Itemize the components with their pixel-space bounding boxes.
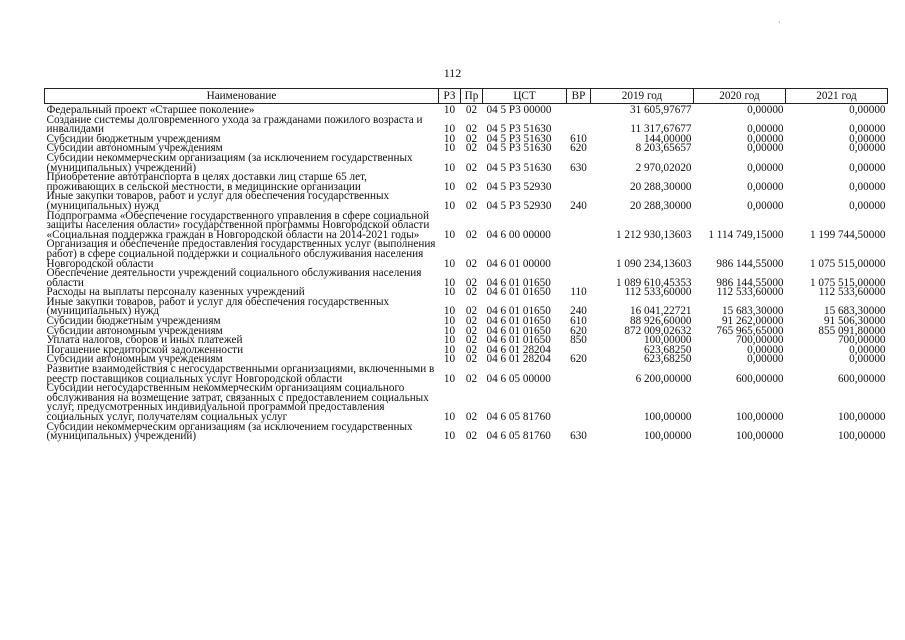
cell-vr: 630: [570, 430, 587, 443]
cell-2020: 91 262,00000: [721, 315, 784, 328]
column-header-2021: 2021 год: [786, 89, 888, 104]
cell-2020: 0,00000: [747, 142, 784, 155]
cell-vr: 620: [570, 142, 587, 155]
cell-pr: 02: [465, 286, 478, 299]
cell-2021: 1 075 515,00000: [809, 276, 886, 289]
cell-name: Субсидии бюджетным учреждениям: [46, 132, 221, 145]
cell-rz: 10: [443, 257, 456, 270]
margin-mark: ·: [778, 18, 781, 27]
cell-2019: 1 090 234,13603: [615, 257, 692, 270]
cell-cst: 04 6 01 28204: [486, 353, 551, 366]
cell-pr: 02: [465, 132, 478, 145]
cell-2021: 91 506,30000: [823, 315, 886, 328]
cell-vr: 620: [570, 353, 587, 366]
cell-name: Создание системы долговременного ухода за гражданами пожилого возраста и инвалидами: [46, 113, 423, 136]
cell-pr: 02: [465, 305, 478, 318]
cell-rz: 10: [443, 228, 456, 241]
table-row: [45, 116, 888, 135]
table-row: [45, 192, 888, 211]
cell-2019: 100,00000: [643, 411, 692, 423]
cell-name: Приобретение автотранспорта в целях доставки лиц старше 65 лет, проживающих в сельской местности, в медицинские организации: [46, 171, 367, 193]
cell-2021: 700,00000: [837, 334, 886, 347]
cell-rz: 10: [443, 343, 456, 356]
cell-rz: 10: [443, 276, 456, 289]
cell-2020: 0,00000: [747, 180, 784, 193]
page-number: 112: [443, 66, 462, 80]
cell-2019: 31 605,97677: [629, 104, 692, 116]
cell-2020: 0,00000: [747, 199, 784, 212]
cell-cst: 04 6 01 00000: [486, 257, 551, 270]
cell-name: Федеральный проект «Старшее поколение»: [46, 104, 255, 116]
cell-pr: 02: [465, 324, 478, 337]
cell-name: Субсидии некоммерческим организациям (за исключением государственных (муниципальных) учреждений): [46, 420, 413, 443]
cell-cst: 04 5 P3 51630: [486, 132, 552, 145]
cell-2021: 0,00000: [849, 132, 886, 145]
cell-rz: 10: [443, 104, 456, 116]
cell-cst: 04 6 01 01650: [486, 324, 551, 337]
cell-2020: 0,00000: [747, 161, 784, 174]
cell-cst: 04 5 P3 00000: [486, 104, 552, 116]
cell-pr: 02: [465, 343, 478, 356]
cell-2021: 0,00000: [849, 180, 886, 193]
cell-vr: [567, 212, 591, 241]
table-row: [45, 240, 888, 269]
cell-2019: 20 288,30000: [629, 180, 692, 193]
cell-cst: 04 5 P3 52930: [486, 180, 552, 193]
cell-cst: 04 6 01 01650: [486, 334, 551, 347]
cell-cst: 04 6 00 00000: [486, 228, 551, 241]
cell-2021: 1 199 744,50000: [809, 228, 886, 241]
cell-2021: 0,00000: [849, 104, 886, 116]
cell-2019: 1 089 610,45353: [615, 276, 692, 289]
cell-pr: 02: [465, 104, 478, 116]
cell-2019: 20 288,30000: [629, 199, 692, 212]
cell-cst: 04 5 P3 51630: [486, 123, 552, 136]
cell-2020: 0,00000: [747, 123, 784, 136]
cell-rz: 10: [443, 123, 456, 136]
cell-2019: 16 041,22721: [629, 305, 692, 318]
cell-pr: 02: [465, 257, 478, 270]
cell-pr: 02: [465, 161, 478, 174]
cell-2019: 8 203,65657: [635, 142, 692, 155]
cell-cst: 04 6 01 01650: [486, 305, 551, 318]
cell-2021: 0,00000: [849, 123, 886, 136]
cell-vr: [567, 384, 591, 422]
table-row: [45, 423, 888, 442]
cell-2021: 100,00000: [837, 430, 886, 443]
table-row: [45, 212, 888, 241]
cell-2020: 600,00000: [735, 372, 784, 385]
cell-rz: 10: [443, 372, 456, 385]
cell-rz: 10: [443, 180, 456, 193]
column-header-name: Наименование: [45, 89, 439, 104]
cell-vr: [567, 365, 591, 384]
cell-2021: 0,00000: [849, 343, 886, 356]
cell-pr: 02: [465, 334, 478, 347]
cell-name: Обеспечение деятельности учреждений социального обслуживания населения области: [46, 267, 422, 289]
cell-name: Субсидии автономным учреждениям: [46, 324, 223, 337]
cell-vr: [567, 173, 591, 192]
cell-cst: 04 6 05 81760: [486, 430, 551, 443]
cell-rz: 10: [443, 324, 456, 337]
cell-pr: 02: [465, 180, 478, 193]
cell-name: Субсидии автономным учреждениям: [46, 142, 223, 155]
cell-rz: 10: [443, 430, 456, 443]
cell-2019: 1 212 930,13603: [615, 228, 692, 241]
cell-2019: 872 009,02632: [624, 324, 692, 337]
cell-name: Субсидии негосударственным некоммерческим организациям социального обслуживания на возмещение затрат, связанных с предоставлением социальных услуг, предусмотренных индивидуальной программой предоставления социальных услуг, получателям социальных услуг: [46, 382, 429, 423]
column-header-2019: 2019 год: [591, 89, 694, 104]
cell-vr: 110: [570, 286, 587, 299]
cell-pr: 02: [465, 276, 478, 289]
cell-rz: 10: [443, 353, 456, 366]
cell-vr: 610: [570, 315, 587, 328]
cell-cst: 04 5 P3 51630: [486, 142, 552, 155]
cell-cst: 04 5 P3 51630: [486, 161, 552, 174]
cell-2020: 0,00000: [747, 343, 784, 356]
cell-cst: 04 6 01 01650: [486, 315, 551, 328]
cell-2021: 0,00000: [849, 142, 886, 155]
cell-name: Организация и обеспечение предоставления государственных услуг (выполнения работ) в сфере социальной поддержки и социального обслуживания населения Новгородской области: [46, 238, 436, 270]
table-row: [45, 384, 888, 422]
table-body: [45, 104, 888, 442]
cell-name: Развитие взаимодействия с негосударственными организациями, включенными в реестр поставщиков социальных услуг Новгородской области: [46, 363, 435, 385]
cell-name: Иные закупки товаров, работ и услуг для обеспечения государственных (муниципальных) нужд: [46, 190, 390, 212]
cell-2021: 100,00000: [837, 411, 886, 423]
cell-vr: 610: [570, 132, 587, 145]
cell-2020: 0,00000: [747, 104, 784, 116]
cell-2021: 0,00000: [849, 199, 886, 212]
cell-2020: 765 965,65000: [716, 324, 784, 337]
cell-2021: 1 075 515,00000: [809, 257, 886, 270]
cell-2019: 88 926,60000: [629, 315, 692, 328]
column-header-2020: 2020 год: [694, 89, 786, 104]
column-header-cst: ЦСТ: [483, 89, 567, 104]
cell-2020: 1 114 749,15000: [708, 228, 784, 241]
cell-2020: 986 144,55000: [716, 257, 784, 270]
cell-2020: 700,00000: [735, 334, 784, 347]
cell-2020: 100,00000: [735, 411, 784, 423]
budget-table: [44, 88, 888, 442]
cell-pr: 02: [465, 372, 478, 385]
cell-cst: 04 6 01 01650: [486, 286, 551, 299]
cell-rz: 10: [443, 315, 456, 328]
cell-2019: 6 200,00000: [635, 372, 692, 385]
column-header-rz: РЗ: [439, 89, 461, 104]
cell-rz: 10: [443, 305, 456, 318]
cell-2020: 112 533,60000: [716, 286, 784, 299]
cell-2019: 2 970,02020: [635, 161, 692, 174]
cell-name: Субсидии некоммерческим организациям (за исключением государственных (муниципальных) учреждений): [46, 151, 413, 174]
cell-2021: 855 091,80000: [818, 324, 886, 337]
cell-pr: 02: [465, 228, 478, 241]
cell-pr: 02: [465, 199, 478, 212]
cell-vr: 850: [570, 334, 587, 347]
column-header-pr: Пр: [461, 89, 483, 104]
cell-vr: [567, 104, 591, 116]
cell-vr: 630: [570, 161, 587, 174]
cell-2020: 0,00000: [747, 132, 784, 145]
cell-pr: 02: [465, 353, 478, 366]
cell-2019: 11 317,67677: [630, 123, 692, 136]
cell-2021: 0,00000: [849, 161, 886, 174]
cell-name: Расходы на выплаты персоналу казенных учреждений: [46, 286, 305, 299]
cell-name: Подпрограмма «Обеспечение государственного управления в сфере социальной защиты населения области» государственной программы Новгородской области «Социальная поддержка граждан в Новгородской области на 2014-2021 годы»: [46, 209, 430, 241]
cell-pr: 02: [465, 411, 478, 423]
cell-rz: 10: [443, 334, 456, 347]
cell-2021: 0,00000: [849, 353, 886, 366]
cell-2019: 112 533,60000: [624, 286, 692, 299]
cell-name: Субсидии бюджетным учреждениям: [46, 315, 221, 328]
cell-2021: 600,00000: [837, 372, 886, 385]
cell-2021: 112 533,60000: [818, 286, 886, 299]
cell-2019: 100,00000: [643, 430, 692, 443]
cell-rz: 10: [443, 199, 456, 212]
cell-2019: 623,68250: [643, 343, 692, 356]
cell-rz: 10: [443, 411, 456, 423]
cell-cst: 04 5 P3 52930: [486, 199, 552, 212]
cell-vr: 240: [570, 199, 587, 212]
cell-cst: 04 6 01 01650: [486, 276, 551, 289]
cell-vr: 240: [570, 305, 587, 318]
cell-pr: 02: [465, 123, 478, 136]
cell-pr: 02: [465, 315, 478, 328]
cell-2020: 0,00000: [747, 353, 784, 366]
cell-2021: 15 683,30000: [823, 305, 886, 318]
cell-name: Субсидии автономным учреждениям: [46, 353, 223, 366]
cell-pr: 02: [465, 430, 478, 443]
cell-2019: 100,00000: [643, 334, 692, 347]
cell-name: Погашение кредиторской задолженности: [46, 343, 244, 356]
cell-2019: 144,00000: [643, 132, 692, 145]
cell-vr: 620: [570, 324, 587, 337]
cell-2019: 623,68250: [643, 353, 692, 366]
cell-rz: 10: [443, 161, 456, 174]
cell-pr: 02: [465, 142, 478, 155]
column-header-vr: ВР: [567, 89, 591, 104]
cell-vr: [567, 116, 591, 135]
cell-vr: [567, 240, 591, 269]
cell-name: Уплата налогов, сборов и иных платежей: [46, 334, 243, 347]
cell-cst: 04 6 01 28204: [486, 343, 551, 356]
cell-2020: 15 683,30000: [721, 305, 784, 318]
cell-rz: 10: [443, 286, 456, 299]
cell-rz: 10: [443, 132, 456, 145]
cell-name: Иные закупки товаров, работ и услуг для обеспечения государственных (муниципальных) нужд: [46, 295, 390, 318]
cell-2020: 986 144,55000: [716, 276, 784, 289]
table-header: [45, 89, 888, 104]
cell-2020: 100,00000: [735, 430, 784, 443]
cell-cst: 04 6 05 00000: [486, 372, 551, 385]
cell-rz: 10: [443, 142, 456, 155]
cell-cst: 04 6 05 81760: [486, 411, 551, 423]
